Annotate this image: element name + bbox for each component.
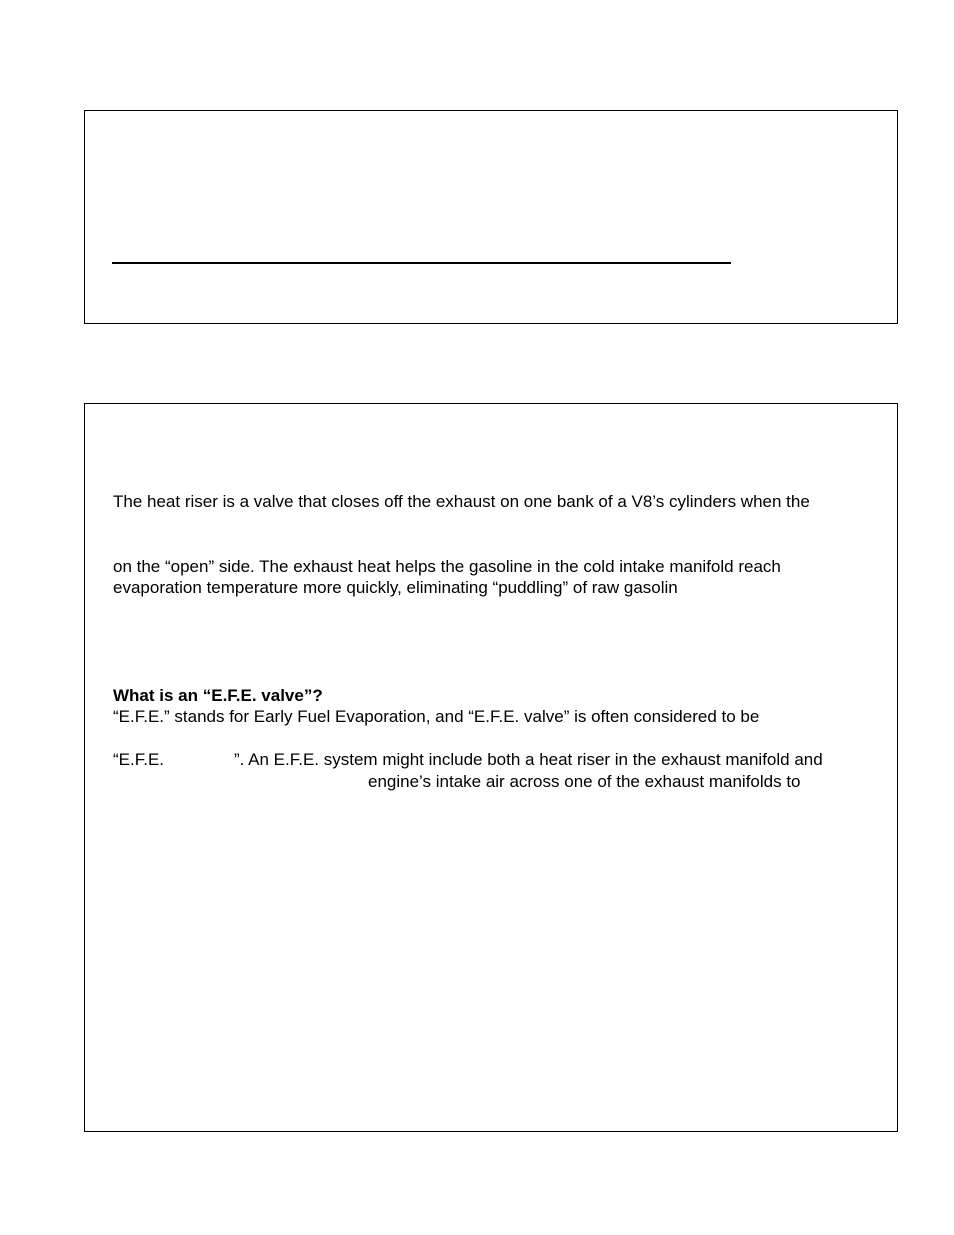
section-heading: What is an “E.F.E. valve”? <box>113 686 323 705</box>
paragraph-line: engine’s intake air across one of the exhaust manifolds to <box>368 772 801 791</box>
paragraph-line: on the “open” side. The exhaust heat helps the gasoline in the cold intake manifold reach <box>113 557 781 576</box>
blank-answer-line <box>112 262 731 264</box>
paragraph-line: evaporation temperature more quickly, eliminating “puddling” of raw gasolin <box>113 578 678 597</box>
paragraph-line-start: “E.F.E. <box>113 750 165 769</box>
paragraph-line: The heat riser is a valve that closes off the exhaust on one bank of a V8’s cylinders when the <box>113 492 810 511</box>
paragraph-line-continued: ”. An E.F.E. system might include both a heat riser in the exhaust manifold and <box>234 750 823 769</box>
top-frame <box>84 110 898 324</box>
paragraph-line: “E.F.E.” stands for Early Fuel Evaporation, and “E.F.E. valve” is often considered to be <box>113 707 760 726</box>
main-frame <box>84 403 898 1132</box>
